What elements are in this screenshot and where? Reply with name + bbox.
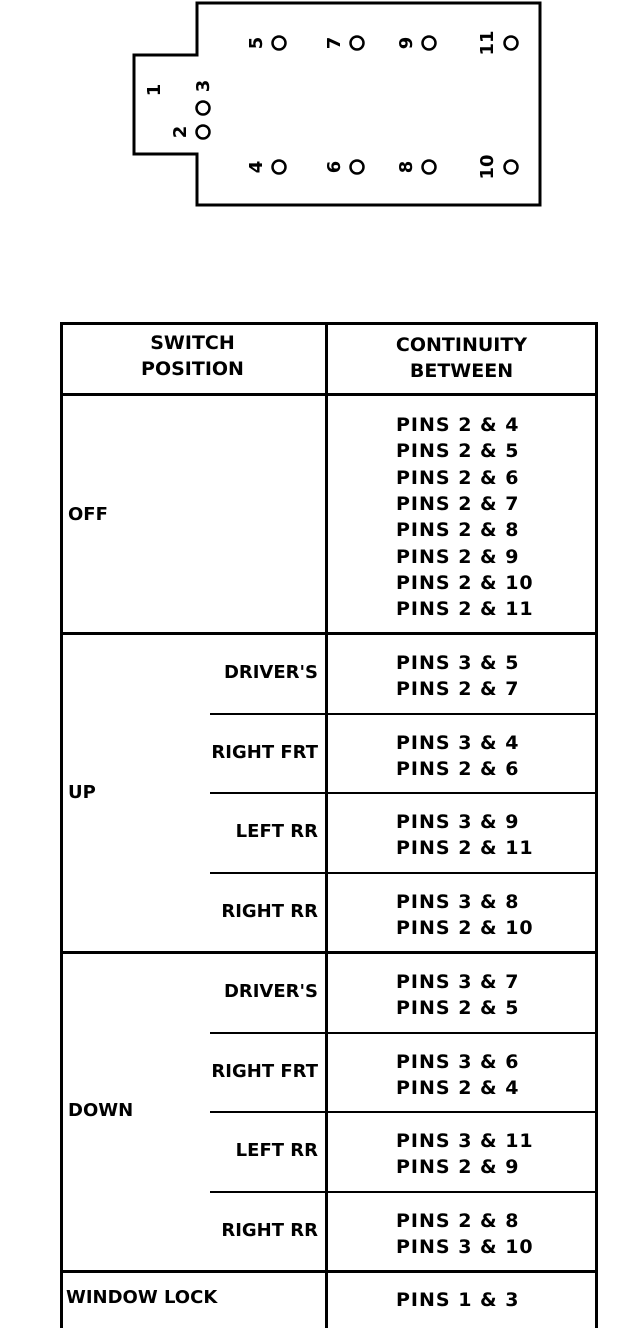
down-pin-pair: PINS 2 & 8 [396,1210,520,1233]
pin-5 [246,37,267,50]
up-pin-pair: PINS 2 & 7 [396,678,520,700]
header-switch-position: SWITCH POSITION [141,332,244,380]
table-border-top [60,322,598,325]
svg-text:5: 5 [246,36,267,50]
off-pin-pair: PINS 2 & 9 [396,545,520,568]
up-pin-pair: PINS 3 & 8 [396,891,520,914]
off-pin-pair: PINS 2 & 10 [396,571,534,594]
down-pin-pair: PINS 3 & 6 [396,1050,520,1073]
pin-8 [396,161,417,174]
pin-9 [396,37,417,50]
pin-4 [246,161,267,174]
svg-text:9: 9 [396,36,417,50]
position-up: UP [68,782,96,803]
up-sub-position: DRIVER'S [223,662,318,683]
up-pin-pair: PINS 3 & 4 [396,731,520,754]
connector-diagram [0,0,624,230]
pin-1 [144,84,165,97]
off-pin-pair: PINS 2 & 4 [396,414,520,436]
up-pin-pair: PINS 2 & 11 [396,837,534,860]
off-pin-pair: PINS 2 & 6 [396,466,520,489]
position-window-lock: WINDOW LOCK [66,1287,218,1308]
down-pin-pair: PINS 3 & 11 [396,1130,534,1153]
svg-text:4: 4 [246,160,267,174]
down-divider [60,1270,598,1273]
column-divider [325,322,328,1328]
down-pin-pair: PINS 2 & 9 [396,1156,520,1179]
pin-2 [170,126,191,139]
up-pin-pair: PINS 2 & 6 [396,757,520,780]
svg-text:6: 6 [324,160,345,174]
pin-3-circle [197,102,210,115]
table-border-right [595,322,598,1328]
up-pin-pair: PINS 3 & 9 [396,811,520,834]
svg-text:8: 8 [396,160,417,174]
svg-text:2: 2 [170,125,191,139]
pin-6 [324,161,345,174]
down-pin-pair: PINS 2 & 5 [396,997,520,1019]
off-pin-pair: PINS 2 & 7 [396,492,520,515]
pin-10 [477,154,498,179]
off-pin-pair: PINS 2 & 5 [396,440,520,463]
window-lock-pins: PINS 1 & 3 [396,1289,520,1311]
pin-5-circle [273,37,286,50]
down-sub-position: RIGHT RR [221,1220,318,1242]
down-row-divider [210,1032,598,1034]
down-row-divider [210,1111,598,1113]
down-sub-position: DRIVER'S [223,981,318,1002]
pin-9-circle [423,37,436,50]
off-divider [60,632,598,635]
pin-7 [324,37,345,50]
up-pin-pair: PINS 3 & 5 [396,652,520,674]
svg-text:3: 3 [193,79,214,93]
position-off: OFF [68,504,108,525]
svg-text:10: 10 [477,154,498,180]
header-divider [60,393,598,396]
pin-3 [193,80,214,93]
down-pin-pair: PINS 3 & 10 [396,1236,534,1259]
table-border-left [60,322,63,1328]
down-pin-pair: PINS 2 & 4 [396,1076,520,1099]
pin-11 [477,30,498,55]
off-pin-pair: PINS 2 & 8 [396,519,520,542]
pin-10-circle [505,161,518,174]
position-down: DOWN [68,1100,134,1121]
pin-7-circle [351,37,364,50]
svg-text:1: 1 [144,83,165,97]
down-pin-pair: PINS 3 & 7 [396,971,520,993]
up-row-divider [210,713,598,715]
up-sub-position: RIGHT FRT [211,741,318,763]
svg-text:7: 7 [324,36,345,50]
pin-4-circle [273,161,286,174]
down-sub-position: RIGHT FRT [211,1060,318,1082]
header-continuity-between: CONTINUITY BETWEEN [395,334,528,382]
up-row-divider [210,872,598,874]
continuity-table [60,322,598,1328]
up-sub-position: RIGHT RR [221,901,318,923]
down-sub-position: LEFT RR [235,1140,318,1162]
svg-text:11: 11 [477,30,498,56]
up-sub-position: LEFT RR [235,821,318,843]
up-pin-pair: PINS 2 & 10 [396,917,534,940]
pin-11-circle [505,37,518,50]
pin-2-circle [197,126,210,139]
pin-6-circle [351,161,364,174]
down-row-divider [210,1191,598,1193]
pin-8-circle [423,161,436,174]
up-row-divider [210,792,598,794]
off-pin-pair: PINS 2 & 11 [396,598,534,621]
up-divider [60,951,598,954]
